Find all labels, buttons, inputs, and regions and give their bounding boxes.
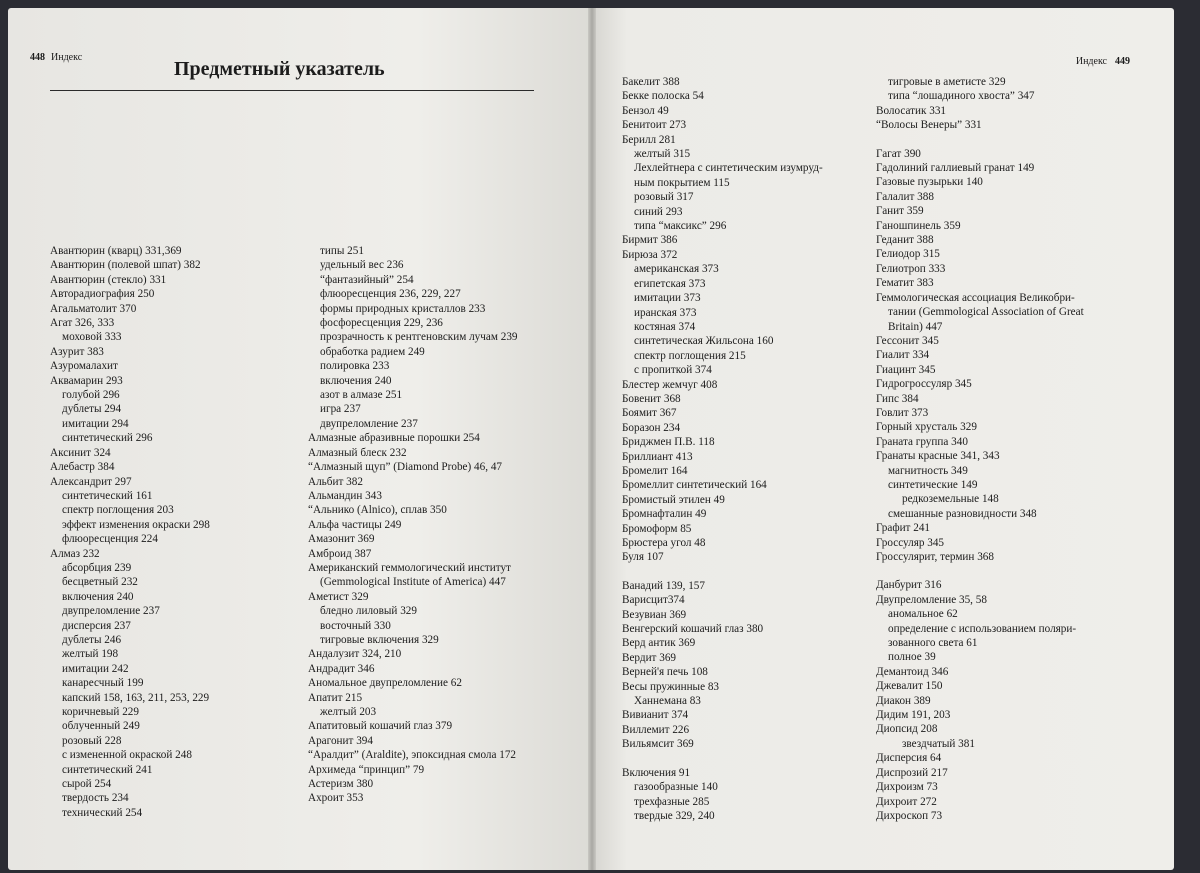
- index-entry: Джевалит 150: [876, 680, 943, 693]
- index-entry: Арагонит 394: [308, 734, 373, 747]
- index-entry: синтетический 161: [62, 489, 153, 502]
- index-entry: определение с использованием поляри-: [888, 622, 1077, 635]
- index-entry: Амброид 387: [308, 547, 372, 560]
- index-entry: Бензол 49: [622, 104, 669, 117]
- index-entry: Астеризм 380: [308, 778, 374, 791]
- index-entry: твердые 329, 240: [634, 809, 715, 822]
- index-entry: Брюстера угол 48: [622, 537, 706, 549]
- index-entry: костяная 374: [634, 320, 696, 333]
- index-entry: звездчатый 381: [902, 737, 975, 750]
- index-entry: тигровые в аметисте 329: [888, 76, 1006, 88]
- index-entry: имитации 373: [634, 292, 701, 305]
- index-entry: Гессонит 345: [876, 334, 939, 347]
- index-entry: египетская 373: [634, 277, 706, 290]
- index-entry: аномальное 62: [888, 608, 958, 621]
- index-entry: Алебастр 384: [50, 461, 115, 474]
- left-page: [8, 8, 592, 870]
- index-entry: Азуромалахит: [50, 360, 118, 373]
- index-entry: зованного света 61: [888, 637, 978, 650]
- index-entry: канаресчный 199: [62, 677, 144, 690]
- index-entry: с пропиткой 374: [634, 364, 712, 377]
- index-entry: Демантоид 346: [876, 665, 949, 678]
- index-entry: (Gemmological Institute of America) 447: [320, 576, 506, 589]
- index-entry: тигровые включения 329: [320, 633, 439, 646]
- index-column-2: [308, 244, 518, 806]
- index-entry: Аметист 329: [308, 590, 369, 603]
- index-entry: Диопсид 208: [876, 723, 938, 736]
- index-entry: типа “лошадиного хвоста” 347: [888, 90, 1035, 103]
- index-entry: Аксинит 324: [50, 446, 111, 459]
- index-entry: Венгерский кошачий глаз 380: [622, 623, 764, 636]
- index-entry: Гематит 383: [876, 277, 934, 290]
- index-entry: Britain) 447: [888, 320, 943, 333]
- index-entry: удельный вес 236: [320, 259, 404, 272]
- index-entry: Вивианит 374: [622, 709, 689, 722]
- index-entry: Газовые пузырьки 140: [876, 176, 983, 189]
- index-entry: Бекке полоска 54: [622, 90, 704, 103]
- index-entry: спектр поглощения 203: [62, 504, 174, 517]
- index-entry: голубой 296: [62, 389, 120, 402]
- index-entry: включения 240: [62, 590, 134, 603]
- index-entry: Весы пружинные 83: [622, 680, 720, 693]
- index-entry: “Аралдит” (Araldite), эпоксидная смола 172: [308, 749, 517, 762]
- index-entry: Дихроит 272: [876, 795, 937, 808]
- index-entry: типы 251: [320, 245, 364, 257]
- index-entry: дублеты 294: [62, 403, 122, 416]
- index-column-1: [50, 244, 210, 820]
- index-entry: Агат 326, 333: [50, 317, 115, 330]
- index-entry: Буля 107: [622, 551, 664, 564]
- index-entry: Алмазный блеск 232: [308, 446, 407, 459]
- index-entry: Геданит 388: [876, 234, 934, 247]
- index-entry: эффект изменения окраски 298: [62, 518, 210, 531]
- index-entry: желтый 198: [62, 648, 119, 661]
- index-entry: газообразные 140: [634, 781, 718, 794]
- index-entry: флюоресценция 224: [62, 533, 158, 546]
- index-entry: Гелиодор 315: [876, 248, 940, 261]
- index-entry: Граната группа 340: [876, 435, 968, 448]
- index-entry: Гроссуляр 345: [876, 536, 945, 549]
- index-entry: Агальматолит 370: [50, 302, 137, 315]
- index-entry: Берилл 281: [622, 133, 676, 146]
- index-entry: Апатитовый кошачий глаз 379: [308, 720, 453, 733]
- index-entry: капский 158, 163, 211, 253, 229: [62, 691, 210, 704]
- index-entry: обработка радием 249: [320, 345, 425, 358]
- index-entry: Вердит 369: [622, 651, 677, 664]
- index-entry: Бакелит 388: [622, 76, 680, 88]
- index-entry: Гранаты красные 341, 343: [876, 450, 1000, 463]
- index-entry: иранская 373: [634, 306, 697, 319]
- index-entry: Аномальное двупреломление 62: [308, 677, 462, 690]
- index-entry: Диспрозий 217: [876, 766, 948, 779]
- index-entry: Графит 241: [876, 522, 931, 535]
- index-entry: моховой 333: [62, 331, 122, 344]
- index-entry: Апатит 215: [308, 691, 363, 704]
- index-entry: Аквамарин 293: [50, 374, 123, 387]
- index-entry: синтетические 149: [888, 478, 978, 491]
- index-entry: Алмаз 232: [50, 547, 100, 560]
- index-entry: бесцветный 232: [62, 576, 138, 589]
- index-entry: восточный 330: [320, 619, 391, 632]
- page-number: 449: [1115, 56, 1130, 67]
- index-entry: абсорбция 239: [62, 561, 132, 574]
- index-entry: Гадолиний галлиевый гранат 149: [876, 162, 1035, 175]
- index-entry: Ганит 359: [876, 205, 924, 218]
- running-head-word: Индекс: [51, 52, 83, 63]
- index-entry: коричневый 229: [62, 706, 139, 718]
- index-entry: Верд антик 369: [622, 637, 696, 650]
- index-entry: розовый 317: [634, 191, 694, 204]
- index-entry: смешанные разновидности 348: [888, 507, 1037, 520]
- index-entry: Гроссулярит, термин 368: [876, 551, 994, 563]
- index-entry: Вильямсит 369: [622, 738, 694, 751]
- index-entry: Двупреломление 35, 58: [876, 593, 987, 606]
- index-entry: флюоресценция 236, 229, 227: [320, 288, 461, 301]
- index-column-4: [876, 75, 1084, 823]
- index-entry: Включения 91: [622, 766, 691, 779]
- index-entry: Ахроит 353: [308, 792, 364, 805]
- book-spine: [588, 8, 596, 870]
- index-entry: двупреломление 237: [320, 417, 418, 430]
- index-entry: облученный 249: [62, 720, 140, 733]
- index-entry: Дидим 191, 203: [876, 709, 951, 722]
- index-entry: “Волосы Венеры” 331: [876, 119, 982, 132]
- index-entry: фосфоресценция 229, 236: [320, 317, 443, 330]
- index-entry: ным покрытием 115: [634, 176, 730, 189]
- index-entry: Бенитоит 273: [622, 119, 687, 132]
- index-entry: Варисцит374: [622, 594, 685, 607]
- index-entry: Дихроизм 73: [876, 781, 938, 794]
- index-entry: включения 240: [320, 374, 392, 387]
- title-rule: [50, 90, 534, 91]
- index-entry: “Алмазный щуп” (Diamond Probe) 46, 47: [308, 461, 503, 474]
- index-entry: “Альнико (Alnico), сплав 350: [308, 504, 447, 517]
- index-entry: Американский геммологический институт: [308, 561, 511, 574]
- index-entry: полное 39: [888, 651, 936, 664]
- index-entry: Лехлейтнера с синтетическим изумруд-: [634, 162, 823, 175]
- index-entry: Альмандин 343: [308, 489, 382, 502]
- index-entry: Бриджмен П.В. 118: [622, 436, 715, 449]
- index-entry: розовый 228: [62, 734, 122, 747]
- index-entry: Ганошпинель 359: [876, 219, 961, 232]
- index-entry: Ханнемана 83: [634, 695, 701, 708]
- index-entry: Авантюрин (стекло) 331: [50, 273, 167, 286]
- index-entry: Гелиотроп 333: [876, 262, 946, 275]
- index-entry: Данбурит 316: [876, 579, 942, 592]
- index-entry: Бирюза 372: [622, 248, 678, 261]
- index-entry: Диакон 389: [876, 694, 931, 707]
- index-entry: твердость 234: [62, 792, 129, 805]
- index-entry: Геммологическая ассоциация Великобри-: [876, 291, 1075, 304]
- index-entry: Блестер жемчуг 408: [622, 378, 718, 391]
- index-entry: бледно лиловый 329: [320, 605, 417, 618]
- index-entry: дублеты 246: [62, 633, 122, 646]
- index-entry: имитации 294: [62, 417, 129, 430]
- index-entry: Гипс 384: [876, 392, 919, 405]
- index-entry: Авантюрин (полевой шпат) 382: [50, 259, 201, 272]
- index-entry: тании (Gemmological Association of Great: [888, 306, 1084, 319]
- index-entry: Бромистый этилен 49: [622, 493, 725, 506]
- index-entry: Амазонит 369: [308, 533, 375, 546]
- index-entry: Верней'я печь 108: [622, 666, 708, 679]
- index-entry: трехфазные 285: [634, 795, 710, 808]
- index-entry: синий 293: [634, 205, 683, 218]
- index-entry: Гиацинт 345: [876, 363, 936, 376]
- index-entry: желтый 315: [634, 148, 691, 161]
- page-number: 448: [30, 52, 45, 63]
- index-entry: Бирмит 386: [622, 234, 678, 247]
- running-head-right: [1076, 56, 1130, 67]
- index-entry: Гагат 390: [876, 147, 921, 160]
- index-entry: Альбит 382: [308, 475, 363, 488]
- index-entry: Боямит 367: [622, 407, 677, 420]
- index-entry: Волосатик 331: [876, 104, 947, 117]
- index-entry: Говлит 373: [876, 406, 929, 419]
- index-entry: Дихроскоп 73: [876, 809, 943, 822]
- index-entry: типа “максикс” 296: [634, 220, 727, 233]
- index-entry: формы природных кристаллов 233: [320, 302, 486, 315]
- index-entry: имитации 242: [62, 662, 129, 675]
- index-entry: синтетическая Жильсона 160: [634, 335, 774, 348]
- index-entry: сырой 254: [62, 778, 112, 791]
- running-head-left: [30, 52, 82, 63]
- index-entry: полировка 233: [320, 360, 390, 373]
- index-entry: прозрачность к рентгеновским лучам 239: [320, 331, 518, 344]
- index-entry: Александрит 297: [50, 475, 132, 488]
- index-entry: Гиалит 334: [876, 349, 930, 362]
- index-entry: американская 373: [634, 263, 719, 276]
- running-head-word: Индекс: [1075, 56, 1107, 67]
- index-entry: Бромеллит синтетический 164: [622, 479, 767, 492]
- index-entry: Альфа частицы 249: [308, 518, 402, 531]
- index-entry: редкоземельные 148: [902, 493, 999, 506]
- index-entry: Везувиан 369: [622, 608, 687, 621]
- index-entry: Дисперсия 64: [876, 752, 942, 765]
- index-entry: игра 237: [320, 403, 361, 416]
- index-entry: Авторадиография 250: [50, 288, 155, 301]
- index-entry: Алмазные абразивные порошки 254: [308, 432, 480, 445]
- index-entry: Галалит 388: [876, 190, 934, 203]
- index-entry: двупреломление 237: [62, 605, 160, 618]
- index-entry: магнитность 349: [888, 464, 968, 477]
- index-entry: Азурит 383: [50, 345, 104, 358]
- index-entry: технический 254: [62, 806, 143, 819]
- index-entry: Бриллиант 413: [622, 450, 693, 463]
- index-column-3: [622, 75, 823, 823]
- index-entry: синтетический 296: [62, 432, 153, 445]
- index-entry: Андалузит 324, 210: [308, 648, 402, 661]
- index-entry: Авантюрин (кварц) 331,369: [50, 245, 182, 257]
- index-entry: желтый 203: [320, 706, 377, 718]
- index-entry: Андрадит 346: [308, 662, 375, 675]
- index-entry: Архимеда “принцип” 79: [308, 763, 425, 776]
- index-entry: Бромелит 164: [622, 464, 688, 477]
- index-entry: спектр поглощения 215: [634, 349, 746, 362]
- index-entry: Бромнафталин 49: [622, 508, 707, 521]
- index-entry: “фантазийный” 254: [320, 273, 414, 286]
- index-entry: Бромоформ 85: [622, 522, 692, 535]
- index-entry: Ванадий 139, 157: [622, 579, 705, 592]
- index-entry: Боразон 234: [622, 421, 681, 434]
- index-entry: Виллемит 226: [622, 723, 690, 736]
- index-entry: синтетический 241: [62, 763, 153, 776]
- index-entry: с измененной окраской 248: [62, 749, 192, 762]
- index-entry: Бовенит 368: [622, 392, 681, 405]
- index-entry: Гидрогроссуляр 345: [876, 378, 972, 391]
- page-title: Предметный указатель: [174, 58, 385, 80]
- index-entry: азот в алмазе 251: [320, 389, 403, 402]
- index-entry: Горный хрусталь 329: [876, 421, 977, 434]
- right-page: [592, 8, 1174, 870]
- index-entry: дисперсия 237: [62, 619, 131, 632]
